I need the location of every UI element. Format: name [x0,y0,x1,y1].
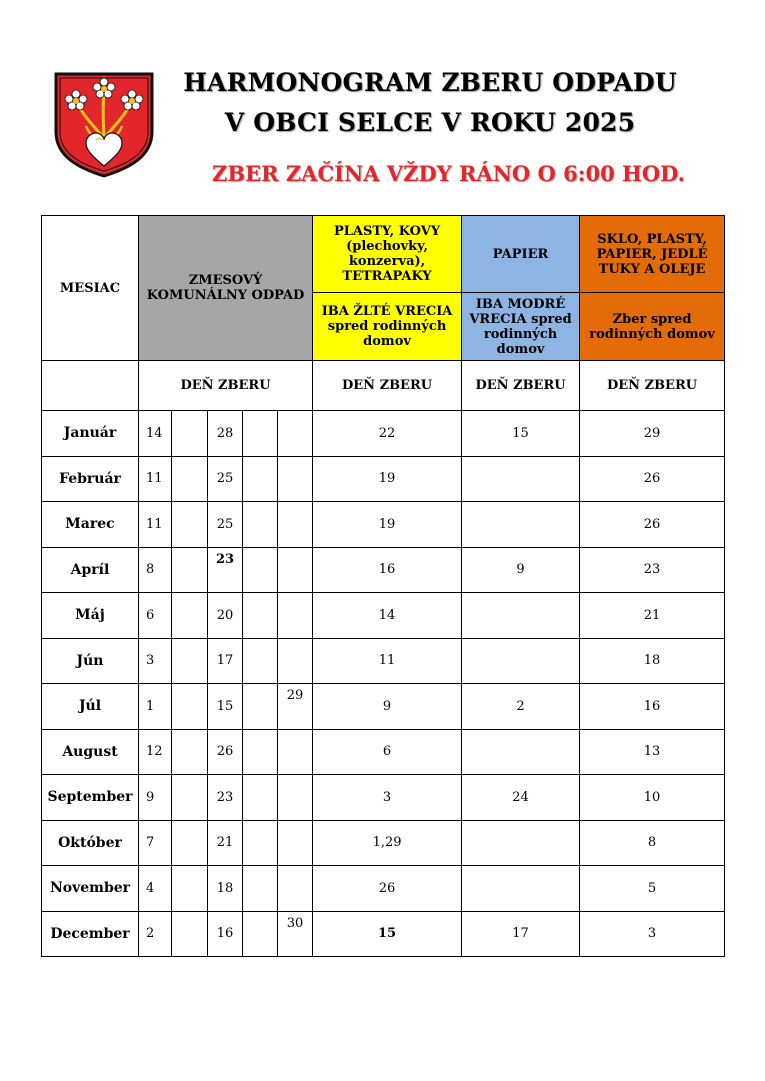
month-cell: Marec [42,502,139,548]
mixed-day-cell [243,547,278,593]
table-row [42,593,725,639]
paper-day-cell: 17 [462,911,580,957]
mixed-day-cell: 17 [208,638,243,684]
glass-day-cell: 21 [580,593,725,639]
mixed-day-cell: 8 [139,547,172,593]
mixed-day-cell [172,775,208,821]
mixed-day-cell [243,911,278,957]
table-row [42,729,725,775]
mixed-day-cell: 15 [208,684,243,730]
month-cell: December [42,911,139,957]
plastic-day-cell: 15 [313,911,462,957]
mixed-day-cell: 3 [139,638,172,684]
mixed-day-cell [278,502,313,548]
mixed-day-cell: 4 [139,866,172,912]
paper-day-cell [462,502,580,548]
month-cell: Jún [42,638,139,684]
paper-day-cell [462,638,580,684]
plastic-day-cell: 19 [313,456,462,502]
mixed-day-cell: 7 [139,820,172,866]
mixed-day-cell [172,820,208,866]
mixed-day-cell: 30 [278,911,313,957]
mixed-day-cell: 2 [139,911,172,957]
collection-schedule-table [41,215,725,957]
plastic-day-label: DEŇ ZBERU [313,361,462,411]
mixed-day-cell: 12 [139,729,172,775]
paper-day-cell [462,729,580,775]
mixed-day-cell [243,820,278,866]
collection-time-note: ZBER ZAČÍNA VŽDY RÁNO O 6:00 HOD. [212,161,685,186]
month-cell: Máj [42,593,139,639]
mixed-day-cell [278,638,313,684]
plastic-day-cell: 16 [313,547,462,593]
mixed-day-cell: 11 [139,502,172,548]
mixed-day-cell [278,593,313,639]
table-row [42,911,725,957]
mixed-day-cell: 25 [208,456,243,502]
mixed-day-cell [172,502,208,548]
month-cell: September [42,775,139,821]
mixed-day-cell [243,775,278,821]
paper-day-cell: 24 [462,775,580,821]
paper-day-cell [462,866,580,912]
mixed-day-cell [172,411,208,457]
mixed-day-cell: 20 [208,593,243,639]
mixed-day-cell [172,684,208,730]
month-cell: Január [42,411,139,457]
plastic-note: IBA ŽLTÉ VRECIA spred rodinných domov [313,293,462,361]
table-row [42,775,725,821]
mixed-day-cell [243,456,278,502]
month-cell: August [42,729,139,775]
mixed-day-cell: 9 [139,775,172,821]
glass-day-cell: 8 [580,820,725,866]
page-title-line-1: HARMONOGRAM ZBERU ODPADU [183,68,677,97]
mixed-day-label: DEŇ ZBERU [139,361,313,411]
glass-header: SKLO, PLASTY, PAPIER, JEDLÉ TUKY A OLEJE [580,216,725,293]
coat-of-arms-icon [52,70,156,180]
mixed-day-cell: 23 [208,547,243,593]
mixed-day-cell [172,638,208,684]
table-row [42,638,725,684]
mixed-day-cell: 29 [278,684,313,730]
mixed-day-cell: 16 [208,911,243,957]
mixed-day-cell: 28 [208,411,243,457]
mixed-day-cell [243,684,278,730]
table-row [42,684,725,730]
paper-note: IBA MODRÉ VRECIA spred rodinných domov [462,293,580,361]
mixed-day-cell [172,911,208,957]
plastic-day-cell: 3 [313,775,462,821]
mixed-day-cell: 23 [208,775,243,821]
plastic-day-cell: 26 [313,866,462,912]
mixed-day-cell [172,729,208,775]
table-row [42,820,725,866]
glass-day-cell: 26 [580,456,725,502]
plastic-day-cell: 1,29 [313,820,462,866]
paper-day-label: DEŇ ZBERU [462,361,580,411]
plastic-day-cell: 14 [313,593,462,639]
mixed-day-cell [172,866,208,912]
mixed-day-cell: 18 [208,866,243,912]
mixed-day-cell [278,547,313,593]
glass-day-cell: 10 [580,775,725,821]
plastic-day-cell: 6 [313,729,462,775]
plastic-day-cell: 11 [313,638,462,684]
mixed-day-cell [243,411,278,457]
mixed-day-cell [278,775,313,821]
plastic-day-cell: 22 [313,411,462,457]
table-row [42,866,725,912]
paper-day-cell [462,820,580,866]
glass-day-cell: 26 [580,502,725,548]
mixed-day-cell: 25 [208,502,243,548]
glass-day-cell: 18 [580,638,725,684]
mixed-day-cell [278,729,313,775]
month-cell: November [42,866,139,912]
mixed-day-cell [278,820,313,866]
plastic-header: PLASTY, KOVY (plechovky, konzerva), TETRAPAKY [313,216,462,293]
mixed-day-cell: 11 [139,456,172,502]
glass-day-cell: 3 [580,911,725,957]
mixed-day-cell [243,593,278,639]
glass-day-cell: 29 [580,411,725,457]
mixed-day-cell [278,866,313,912]
glass-day-cell: 23 [580,547,725,593]
month-cell: Október [42,820,139,866]
mixed-day-cell [243,638,278,684]
glass-day-cell: 5 [580,866,725,912]
month-cell: Február [42,456,139,502]
glass-note: Zber spred rodinných domov [580,293,725,361]
mixed-day-cell [243,502,278,548]
month-cell: Apríl [42,547,139,593]
table-row [42,547,725,593]
glass-day-cell: 16 [580,684,725,730]
paper-day-cell [462,593,580,639]
paper-day-cell: 15 [462,411,580,457]
mixed-day-cell [172,547,208,593]
paper-day-cell: 9 [462,547,580,593]
mixed-waste-header: ZMESOVÝ KOMUNÁLNY ODPAD [139,216,313,361]
mixed-day-cell [278,411,313,457]
plastic-day-cell: 19 [313,502,462,548]
mixed-day-cell: 21 [208,820,243,866]
table-row [42,411,725,457]
paper-day-cell: 2 [462,684,580,730]
mixed-day-cell: 6 [139,593,172,639]
table-row [42,456,725,502]
paper-day-cell [462,456,580,502]
mixed-day-cell [243,729,278,775]
table-row [42,502,725,548]
glass-day-label: DEŇ ZBERU [580,361,725,411]
mixed-day-cell [243,866,278,912]
paper-header: PAPIER [462,216,580,293]
mixed-day-cell: 1 [139,684,172,730]
mixed-day-cell: 14 [139,411,172,457]
mixed-day-cell [172,456,208,502]
glass-day-cell: 13 [580,729,725,775]
page-title-line-2: V OBCI SELCE V ROKU 2025 [224,108,636,137]
mixed-day-cell [172,593,208,639]
plastic-day-cell: 9 [313,684,462,730]
month-column-header: MESIAC [42,216,139,361]
mixed-day-cell: 26 [208,729,243,775]
mixed-day-cell [278,456,313,502]
month-cell: Júl [42,684,139,730]
